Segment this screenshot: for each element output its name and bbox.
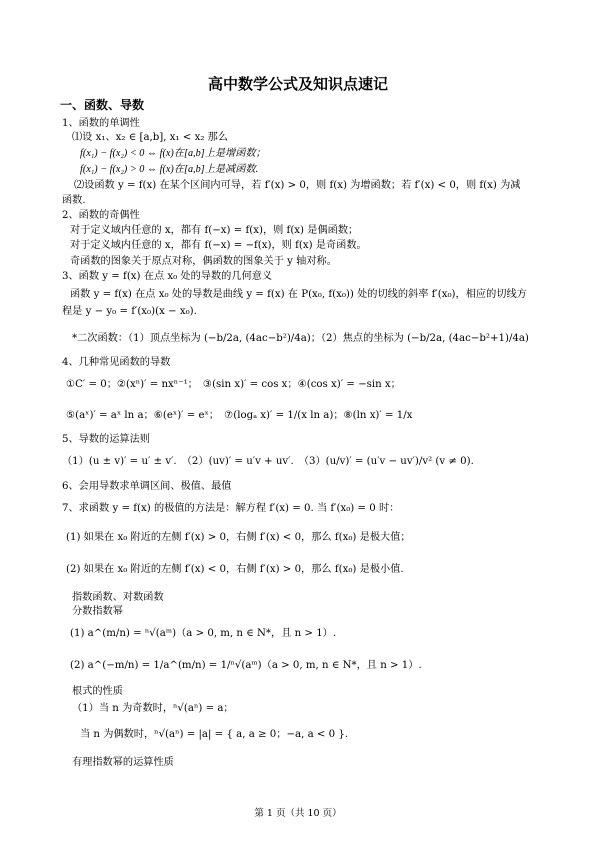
section-heading: 一、函数、导数 [60, 98, 145, 112]
text-line: 5、导数的运算法则 [62, 434, 150, 445]
text-line: 4、几种常见函数的导数 [62, 357, 171, 368]
text-line: 指数函数、对数函数 [72, 592, 164, 603]
text-line: 有理指数幂的运算性质 [72, 757, 174, 768]
formula-line: ①C′ = 0；②(xⁿ)′ = nxⁿ⁻¹； ③(sin x)′ = cos x；④(cos x)′ = −sin x； [66, 379, 401, 390]
text-line: (2) 如果在 x₀ 附近的左侧 f′(x) < 0，右侧 f′(x) > 0，那么 f(x₀) 是极小值. [66, 564, 404, 575]
text-line: 对于定义域内任意的 x，都有 f(−x) = f(x)，则 f(x) 是偶函数； [70, 225, 359, 236]
page-footer: 第 1 页（共 10 页） [254, 808, 342, 819]
formula-line: f(x₁) − f(x₂) > 0 ⇔ f(x)在[a,b]上是减函数. [80, 164, 259, 175]
text-line: 2、函数的奇偶性 [62, 210, 140, 221]
formula-line: *二次函数：（1）顶点坐标为 (−b/2a, (4ac−b²)/4a)；（2）焦点的坐标为 (−b/2a, (4ac−b²+1)/4a) [72, 333, 529, 344]
text-line: ⑴设 x₁、x₂ ∈ [a,b], x₁ < x₂ 那么 [72, 132, 229, 143]
text-line: 奇函数的图象关于原点对称，偶函数的图象关于 y 轴对称。 [70, 256, 337, 267]
text-line: 根式的性质 [72, 686, 123, 697]
text-line: 6、会用导数求单调区间、极值、最值 [62, 481, 232, 492]
formula-line: f(x₁) − f(x₂) < 0 ⇔ f(x)在[a,b]上是增函数； [80, 148, 266, 159]
text-line: ⑵设函数 y = f(x) 在某个区间内可导，若 f′(x) > 0，则 f(x) 为增函数；若 f′(x) < 0，则 f(x) 为减 [74, 180, 521, 191]
text-line: 分数指数幂 [72, 606, 123, 617]
text-line: 1、函数的单调性 [62, 118, 140, 129]
formula-line: (1) a^(m/n) = ⁿ√(aᵐ)（a > 0, m, n ∈ N*，且 n > 1）. [70, 628, 337, 639]
formula-line: （1）当 n 为奇数时，ⁿ√(aⁿ) = a； [72, 703, 234, 714]
text-line: 7、求函数 y = f(x) 的极值的方法是：解方程 f′(x) = 0. 当 f′(x₀) = 0 时： [62, 503, 400, 514]
text-line: 函数 y = f(x) 在点 x₀ 处的导数是曲线 y = f(x) 在 P(x₀, f(x₀)) 处的切线的斜率 f′(x₀)，相应的切线方 [70, 289, 527, 300]
formula-line: (2) a^(−m/n) = 1/a^(m/n) = 1/ⁿ√(aᵐ)（a > 0, m, n ∈ N*，且 n > 1）. [70, 660, 422, 671]
text-line: 对于定义域内任意的 x，都有 f(−x) = −f(x)，则 f(x) 是奇函数。 [70, 240, 367, 251]
text-line: 程是 y − y₀ = f′(x₀)(x − x₀). [62, 306, 197, 317]
text-line: (1) 如果在 x₀ 附近的左侧 f′(x) > 0，右侧 f′(x) < 0，那么 f(x₀) 是极大值； [66, 532, 411, 543]
formula-line: 当 n 为偶数时，ⁿ√(aⁿ) = |a| = { a, a ≥ 0；−a, a < 0 }. [80, 729, 349, 740]
formula-line: ⑤(aˣ)′ = aˣ ln a；⑥(eˣ)′ = eˣ； ⑦(logₐ x)′ = 1/(x ln a)；⑧(ln x)′ = 1/x [66, 410, 413, 421]
formula-line: （1）(u ± v)′ = u′ ± v′. （2）(uv)′ = u′v + uv′. （3）(u/v)′ = (u′v − uv′)/v² (v ≠ 0). [62, 456, 474, 467]
page-title: 高中数学公式及知识点速记 [207, 75, 388, 93]
text-line: 函数. [62, 195, 86, 206]
text-line: 3、函数 y = f(x) 在点 x₀ 处的导数的几何意义 [62, 271, 273, 282]
